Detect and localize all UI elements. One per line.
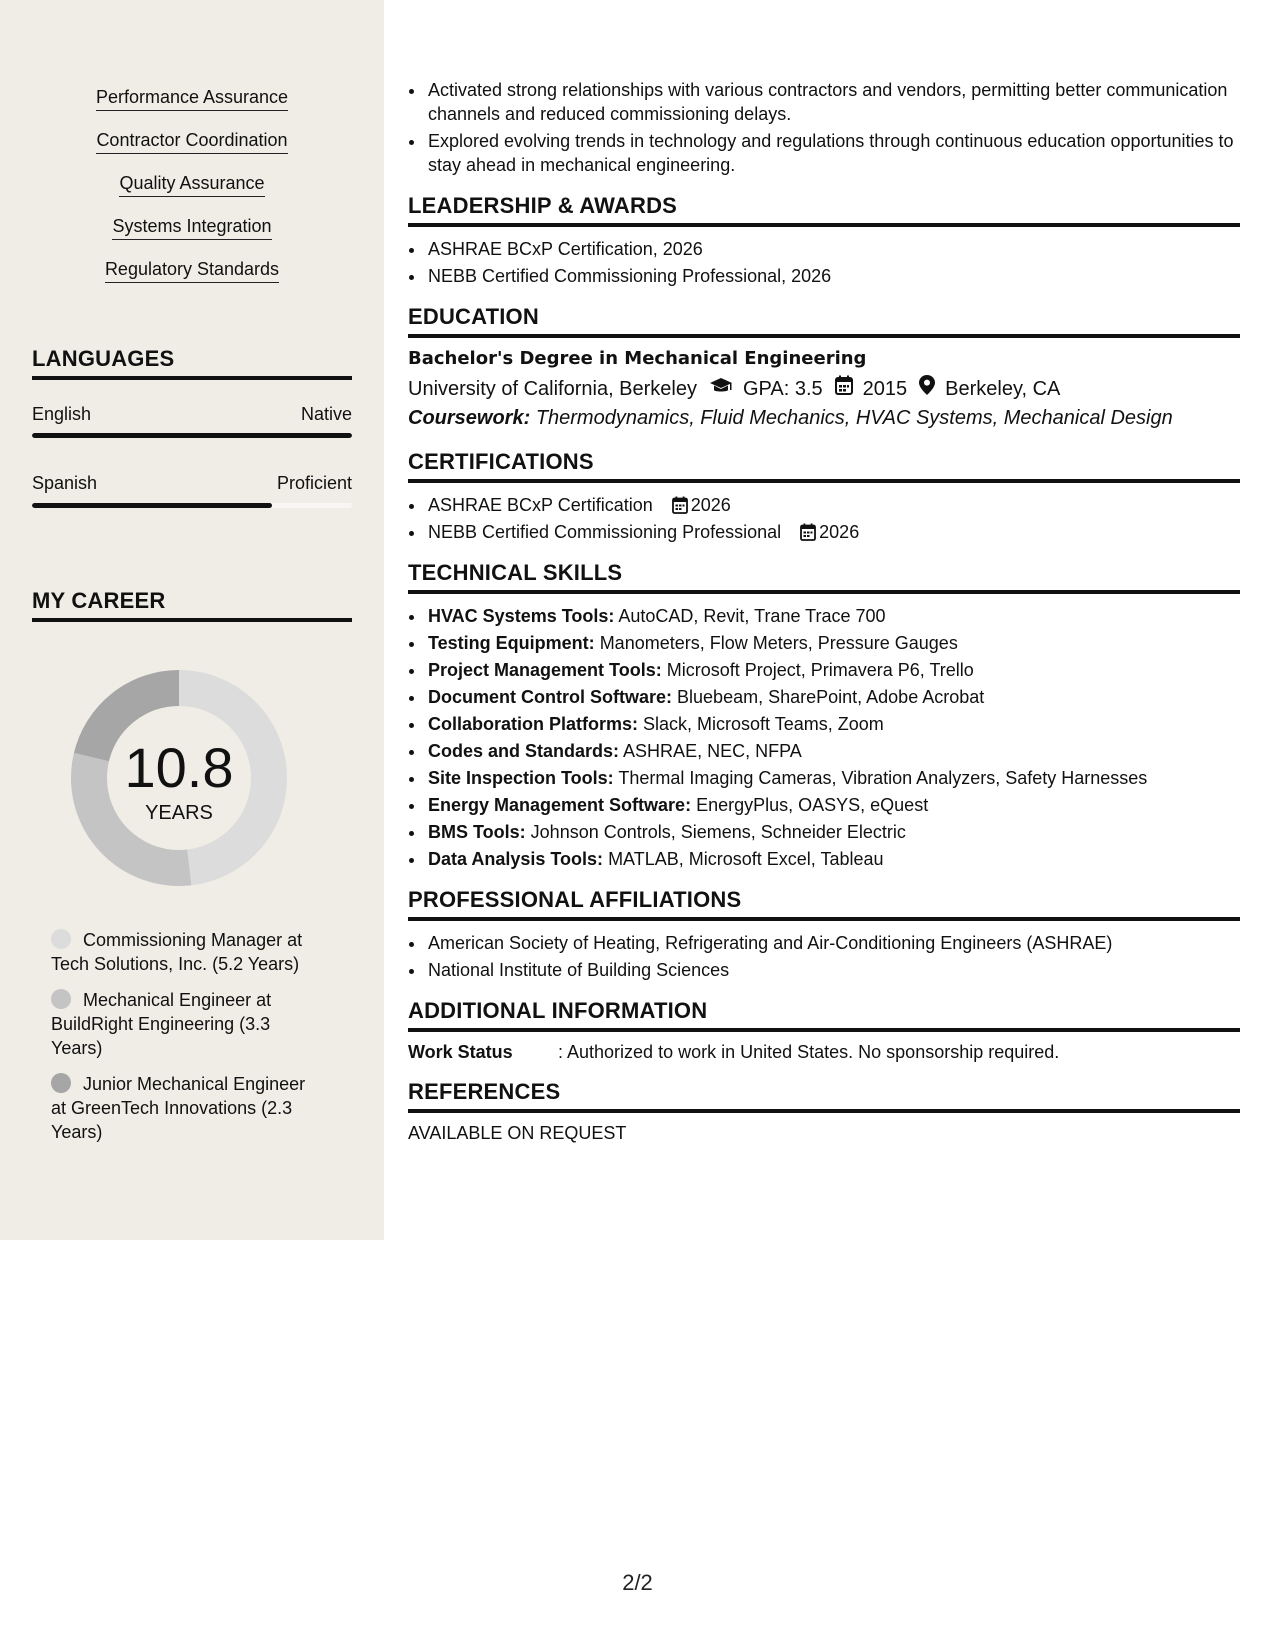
skill-value: Bluebeam, SharePoint, Adobe Acrobat <box>677 687 985 707</box>
language-level: Native <box>300 404 352 424</box>
skill-label: Data Analysis Tools: <box>428 849 604 869</box>
skill-label: Project Management Tools: <box>428 660 662 680</box>
language-bar-spanish <box>32 503 352 508</box>
coursework-text: Thermodynamics, Fluid Mechanics, HVAC Systems, Mechanical Design <box>535 407 1173 429</box>
calendar-icon <box>672 496 688 514</box>
skill-tag: Performance Assurance <box>96 86 288 111</box>
technical-skill-item <box>426 631 1240 655</box>
career-item-text: Junior Mechanical Engineer at GreenTech Innovations (2.3 Years) <box>51 1074 306 1142</box>
leadership-item: • ASHRAE BCxP Certification, 2026 <box>426 237 1240 261</box>
education-degree: Bachelor's Degree in Mechanical Engineering <box>408 348 867 369</box>
education-year: 2015 <box>862 378 908 400</box>
language-row-spanish <box>32 473 352 494</box>
skill-label: Document Control Software: <box>428 687 673 707</box>
certification-year: 2026 <box>819 522 860 542</box>
skill-value: Manometers, Flow Meters, Pressure Gauges <box>599 633 958 653</box>
page-number: 2/2 <box>622 1570 653 1595</box>
education-gpa: GPA: 3.5 <box>743 378 823 400</box>
skill-value: MATLAB, Microsoft Excel, Tableau <box>608 849 884 869</box>
career-item-text: Mechanical Engineer at BuildRight Engineering (3.3 Years) <box>51 990 272 1058</box>
skill-value: EnergyPlus, OASYS, eQuest <box>696 795 929 815</box>
affiliation-item: • American Society of Heating, Refrigerating and Air-Conditioning Engineers (ASHRAE) <box>426 931 1240 955</box>
certification-year: 2026 <box>690 495 731 515</box>
leadership-list <box>408 237 1240 288</box>
language-bar-english <box>32 433 352 438</box>
legend-dot <box>51 989 71 1009</box>
education-location: Berkeley, CA <box>945 378 1061 400</box>
experience-bullet: • Activated strong relationships with various contractors and vendors, permitting better communication channels and reduced commissioning delays. <box>426 78 1240 126</box>
work-status-row <box>408 1042 1240 1063</box>
skill-value: ASHRAE, NEC, NFPA <box>623 741 802 761</box>
career-years-unit: YEARS <box>145 802 213 824</box>
language-name: English <box>32 404 92 424</box>
certifications-heading: CERTIFICATIONS <box>408 449 1240 483</box>
career-item <box>51 1072 321 1144</box>
skill-value: AutoCAD, Revit, Trane Trace 700 <box>618 606 886 626</box>
career-donut-chart <box>66 665 292 891</box>
career-item-text: Commissioning Manager at Tech Solutions, Inc. (5.2 Years) <box>51 930 303 974</box>
technical-skill-item <box>426 685 1240 709</box>
certification-date <box>672 495 731 515</box>
skill-label: Collaboration Platforms: <box>428 714 639 734</box>
main-content <box>408 78 1240 1144</box>
education-details <box>408 375 1240 403</box>
career-item <box>51 988 321 1060</box>
technical-skill-item <box>426 820 1240 844</box>
leadership-heading: LEADERSHIP & AWARDS <box>408 193 1240 227</box>
work-status-value: : Authorized to work in United States. No sponsorship required. <box>558 1042 1060 1062</box>
skill-tag: Quality Assurance <box>119 172 264 197</box>
technical-skill-item <box>426 847 1240 871</box>
languages-heading: LANGUAGES <box>32 346 352 380</box>
work-status-label: Work Status <box>408 1042 513 1062</box>
certification-date <box>800 522 859 542</box>
certifications-list <box>408 493 1240 544</box>
language-bar-fill <box>32 433 352 438</box>
career-item <box>51 928 321 976</box>
skill-label: Energy Management Software: <box>428 795 692 815</box>
technical-skill-item <box>426 712 1240 736</box>
career-total-years: 10.8 <box>124 736 234 799</box>
skill-tag: Regulatory Standards <box>105 258 279 283</box>
calendar-icon <box>835 375 853 403</box>
skill-label: BMS Tools: <box>428 822 526 842</box>
technical-skills-list <box>408 604 1240 871</box>
language-level: Proficient <box>276 473 352 493</box>
technical-skill-item <box>426 793 1240 817</box>
technical-skill-item <box>426 604 1240 628</box>
education-heading: EDUCATION <box>408 304 1240 338</box>
language-row-english <box>32 404 352 425</box>
skill-value: Johnson Controls, Siemens, Schneider Electric <box>530 822 906 842</box>
skill-label: Codes and Standards: <box>428 741 620 761</box>
skill-value: Thermal Imaging Cameras, Vibration Analyzers, Safety Harnesses <box>618 768 1148 788</box>
skill-label: Site Inspection Tools: <box>428 768 614 788</box>
skills-list <box>0 86 384 301</box>
education-school: University of California, Berkeley <box>408 378 697 400</box>
language-name: Spanish <box>32 473 98 493</box>
legend-dot <box>51 929 71 949</box>
technical-skills-heading: TECHNICAL SKILLS <box>408 560 1240 594</box>
skill-value: Microsoft Project, Primavera P6, Trello <box>666 660 974 680</box>
affiliations-heading: PROFESSIONAL AFFILIATIONS <box>408 887 1240 921</box>
donut-center <box>66 665 292 891</box>
certification-name: ASHRAE BCxP Certification <box>428 495 653 515</box>
leadership-item: • NEBB Certified Commissioning Professional, 2026 <box>426 264 1240 288</box>
affiliation-item: • National Institute of Building Sciences <box>426 958 1240 982</box>
career-heading: MY CAREER <box>32 588 352 622</box>
technical-skill-item <box>426 739 1240 763</box>
skill-label: Testing Equipment: <box>428 633 595 653</box>
additional-info-heading: ADDITIONAL INFORMATION <box>408 998 1240 1032</box>
sidebar <box>0 0 384 1240</box>
experience-bullet: • Explored evolving trends in technology and regulations through continuous education opportunities to stay ahead in mechanical engineering. <box>426 129 1240 177</box>
legend-dot <box>51 1073 71 1093</box>
skill-label: HVAC Systems Tools: <box>428 606 615 626</box>
certification-item <box>426 520 1240 544</box>
language-bar-fill <box>32 503 272 508</box>
experience-bullets <box>408 78 1240 177</box>
education-coursework <box>408 403 1240 433</box>
skill-tag: Contractor Coordination <box>96 129 287 154</box>
references-heading: REFERENCES <box>408 1079 1240 1113</box>
location-pin-icon <box>919 375 935 403</box>
certification-item <box>426 493 1240 517</box>
graduation-cap-icon <box>709 375 733 403</box>
affiliations-list <box>408 931 1240 982</box>
certification-name: NEBB Certified Commissioning Professional <box>428 522 782 542</box>
coursework-label: Coursework: <box>408 407 531 429</box>
technical-skill-item <box>426 658 1240 682</box>
technical-skill-item <box>426 766 1240 790</box>
career-legend <box>51 928 321 1156</box>
references-text: AVAILABLE ON REQUEST <box>408 1123 627 1143</box>
skill-tag: Systems Integration <box>112 215 271 240</box>
calendar-icon <box>800 523 816 541</box>
skill-value: Slack, Microsoft Teams, Zoom <box>643 714 884 734</box>
